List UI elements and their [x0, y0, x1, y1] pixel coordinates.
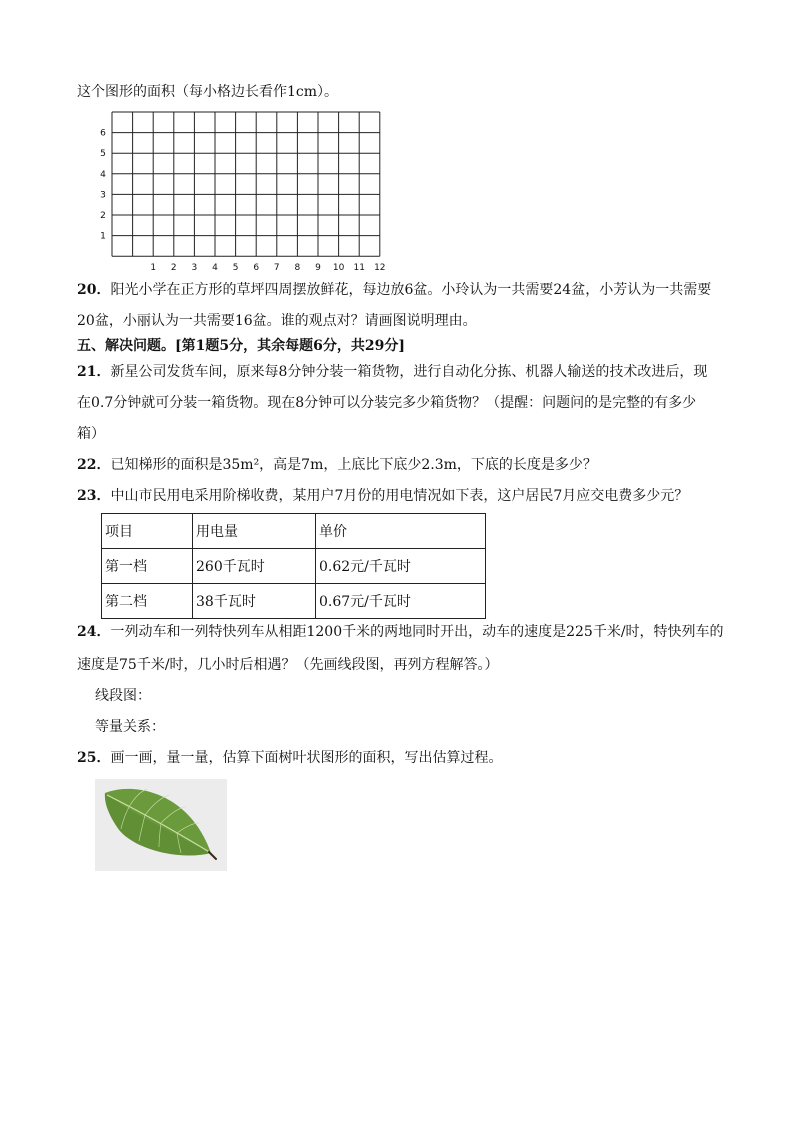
question-20-cont: 20盆，小丽认为一共需要16盆。谁的观点对？请画图说明理由。 — [77, 313, 477, 329]
grid-y-tick-label: 4 — [100, 169, 106, 180]
segment-diagram-label: 线段图： — [95, 688, 151, 704]
grid-y-tick-label: 1 — [100, 231, 106, 242]
grid-x-tick-label: 1 — [150, 263, 157, 272]
table-row — [102, 549, 486, 584]
grid-x-tick-label: 4 — [212, 263, 218, 272]
question-number: 22． — [77, 457, 111, 473]
grid-x-tick-label: 9 — [315, 263, 321, 272]
question-text: 中山市民用电采用阶梯收费，某用户7月份的用电情况如下表，这户居民7月应交电费多少元？ — [110, 488, 689, 504]
question-22 — [77, 455, 597, 475]
question-text: 新星公司发货车间，原来每8分钟分装一箱货物，进行自动化分拣、机器人输送的技术改进后，现 — [110, 364, 708, 380]
grid-y-tick-label: 2 — [100, 211, 106, 221]
table-header-row — [102, 514, 486, 549]
question-25 — [77, 748, 502, 768]
grid-y-tick-label: 3 — [100, 190, 106, 201]
q19-instruction: 这个图形的面积（每小格边长看作1cm）。 — [77, 84, 339, 100]
question-23 — [77, 486, 688, 506]
table-cell: 0.67元/千瓦时 — [316, 584, 486, 619]
table-cell: 38千瓦时 — [193, 584, 316, 619]
grid-x-tick-label: 12 — [374, 263, 386, 272]
grid-x-tick-label: 10 — [332, 263, 345, 272]
question-number: 24． — [77, 624, 111, 640]
table-cell: 0.62元/千瓦时 — [316, 549, 486, 584]
grid-x-tick-label: 2 — [170, 263, 177, 272]
grid-y-axis-labels — [100, 129, 106, 242]
question-20 — [77, 280, 711, 300]
question-number: 20． — [77, 282, 111, 298]
table-cell: 260千瓦时 — [193, 549, 316, 584]
square-grid-figure — [95, 108, 395, 272]
question-number: 21． — [77, 364, 111, 380]
table-header-cell: 项目 — [102, 514, 193, 549]
table-cell: 第一档 — [102, 549, 193, 584]
electricity-table — [101, 513, 486, 619]
question-24-cont: 速度是75千米/时，几小时后相遇？（先画线段图，再列方程解答。） — [77, 657, 499, 673]
section-title: 五、解决问题。[第1题5分，其余每题6分，共29分] — [77, 338, 405, 354]
grid-lines — [112, 112, 380, 256]
leaf-icon — [95, 779, 227, 871]
grid-x-tick-label: 11 — [353, 263, 365, 272]
question-text: 已知梯形的面积是35m²，高是7m，上底比下底少2.3m，下底的长度是多少？ — [110, 457, 597, 473]
question-text: 一列动车和一列特快列车从相距1200千米的两地同时开出，动车的速度是225千米/时，特快列车的 — [110, 624, 724, 640]
table-header-cell: 用电量 — [193, 514, 316, 549]
question-text: 画一画，量一量，估算下面树叶状图形的面积，写出估算过程。 — [110, 750, 503, 766]
grid-x-tick-label: 7 — [273, 263, 280, 272]
question-21-cont2: 箱） — [77, 426, 105, 442]
question-24 — [77, 622, 724, 642]
grid-x-tick-label: 5 — [232, 263, 239, 272]
question-21-cont: 在0.7分钟就可分装一箱货物。现在8分钟可以分装完多少箱货物？（提醒：问题问的是完整的有多少 — [77, 395, 697, 411]
grid-x-tick-label: 6 — [253, 263, 260, 272]
question-number: 23． — [77, 488, 111, 504]
table-cell: 第二档 — [102, 584, 193, 619]
question-21 — [77, 362, 707, 382]
grid-x-axis-labels — [150, 263, 385, 272]
grid-y-tick-label: 5 — [100, 149, 106, 160]
table-row — [102, 584, 486, 619]
table-header-cell: 单价 — [316, 514, 486, 549]
grid-x-tick-label: 8 — [294, 263, 301, 272]
equal-relation-label: 等量关系： — [95, 719, 165, 735]
leaf-picture — [95, 779, 227, 871]
question-text: 阳光小学在正方形的草坪四周摆放鲜花，每边放6盆。小玲认为一共需要24盆，小芳认为一共需要 — [110, 282, 712, 298]
grid-x-tick-label: 3 — [191, 263, 198, 272]
question-number: 25． — [77, 750, 111, 766]
grid-y-tick-label: 6 — [100, 128, 106, 139]
